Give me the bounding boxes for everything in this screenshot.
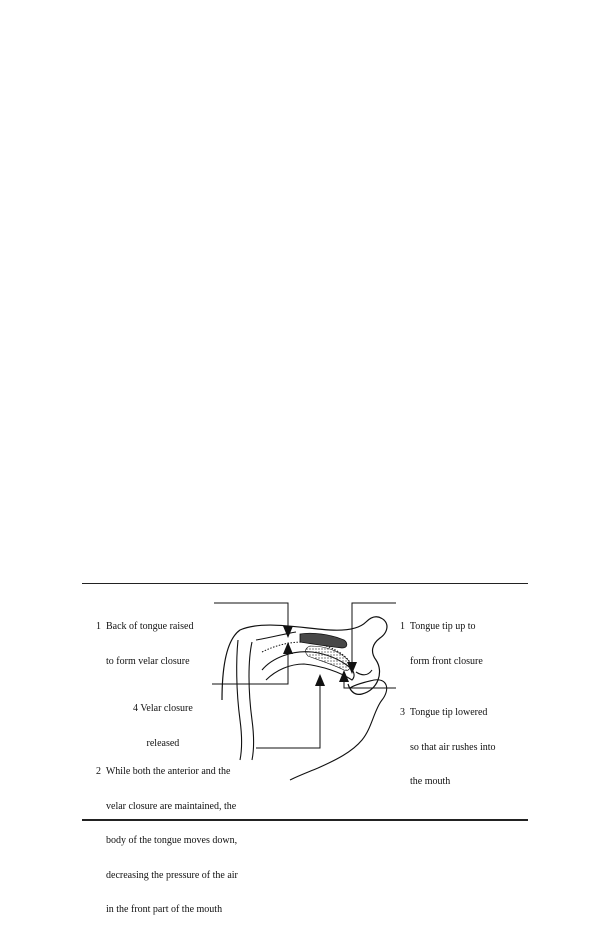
arrowhead-icon (283, 626, 293, 638)
closure-shading (300, 633, 347, 648)
arrowhead-icon (283, 642, 293, 654)
label-body-moves-down-line1: 2 While both the anterior and the (96, 766, 231, 777)
label-tongue-tip-lowered-line3: the mouth (410, 776, 451, 787)
label-tongue-tip-up-line1: 1 Tongue tip up to (400, 621, 476, 632)
label-tongue-tip-lowered-line2: so that air rushes into (410, 741, 496, 753)
label-back-of-tongue-line1: 1 Back of tongue raised (96, 621, 194, 632)
label-body-moves-down (96, 743, 238, 927)
label-body-moves-down-line4: decreasing the pressure of the air (106, 869, 238, 881)
label-body-moves-down-line3: body of the tongue moves down, (106, 835, 238, 846)
pharynx-wall (237, 640, 242, 760)
arrowhead-icon (339, 670, 349, 682)
label-body-moves-down-line5: in the front part of the mouth (106, 904, 223, 915)
label-tongue-tip-lowered-line1: 3 Tongue tip lowered (400, 707, 488, 718)
leader-tongue-tip-up (352, 603, 396, 664)
label-body-moves-down-line2: velar closure are maintained, the (106, 800, 237, 812)
label-velar-released-line1: 4 Velar closure (133, 703, 193, 714)
leader-body-moves-down (256, 684, 320, 748)
label-back-of-tongue-line2: to form velar closure (106, 655, 190, 667)
cavity-stipple (306, 646, 351, 670)
label-tongue-tip-up-line2: form front closure (410, 655, 483, 667)
pharynx-wall-inner (249, 642, 254, 760)
lower-jaw-outline (290, 680, 387, 780)
arrowhead-icon (315, 674, 325, 686)
velum-outline (256, 632, 296, 640)
upper-lip-outline (356, 670, 372, 675)
label-tongue-tip-up (400, 598, 483, 679)
leader-back-of-tongue (214, 603, 288, 628)
label-back-of-tongue (96, 598, 193, 679)
label-velar-released-line2: released (146, 737, 180, 749)
label-tongue-tip-lowered (400, 684, 496, 799)
